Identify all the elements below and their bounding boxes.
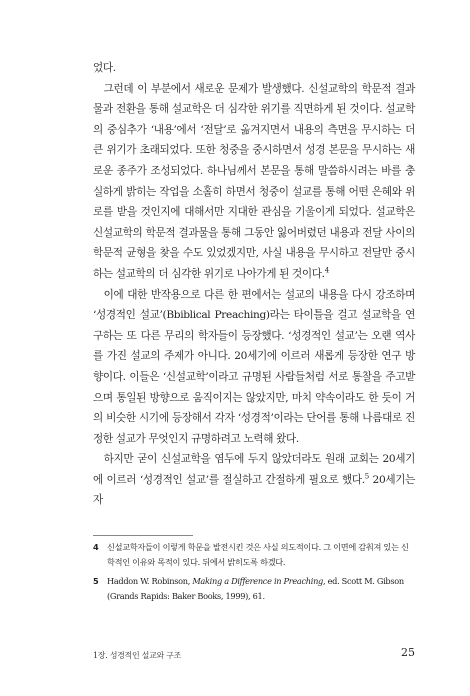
footnote-ref-4: 4 [324,266,329,275]
footnotes [93,540,415,608]
footnote-4 [93,540,415,570]
paragraph-3-text: 하지만 굳이 신설교학을 염두에 두지 않았더라도 원래 교회는 20세기에 이르러 ‘성경적인 설교’를 절실하고 간절하게 필요로 했다. [93,453,415,486]
paragraph-2: 이에 대한 반작용으로 다른 한 편에서는 설교의 내용을 다시 강조하며 ‘성경적인 설교’(Bbiblical Preaching)라는 타이틀을 걸고 설교학을 연구하는 또 다른 무리의 학자들이 등장했다. ‘성경적인 설교’는 오랜 역사를 가진 설교의 주제가 아니다. 20세기에 이르러 새롭게 등장한 연구 방향이다. 이들은 ‘신설교학’이라고 규명된 사람들처럼 서로 통찰을 주고받으며 통일된 방향으로 움직이지는 않았지만, 마치 약속이라도 한 듯이 거의 비슷한 시기에 등장해서 각자 ‘성경적’이라는 단어를 통해 나름대로 진정한 설교가 무엇인지 규명하려고 노력해 왔다. [93,288,415,445]
footnote-text-part: Haddon W. Robinson, [107,576,193,586]
footnote-number: 5 [93,576,99,586]
paragraph-3 [93,449,415,511]
footnote-text-part: , ed. Scott M. Gibson (Grands Rapids: Baker Books, 1999), 61. [107,576,404,601]
paragraph-3-tail: 20세기는 자 [93,473,415,507]
book-title: Making a Difference in Preaching [192,576,323,586]
body-text [93,58,415,511]
footnote-number: 4 [93,542,99,552]
paragraph-1-text: 그런데 이 부분에서 새로운 문제가 발생했다. 신설교학의 학문적 결과물과 전환을 통해 설교학은 더 심각한 위기를 직면하게 된 것이다. 설교학의 중심추가 ‘내용’에서 ‘전달’로 옮겨지면서 내용의 측면을 무시하는 더 큰 위기가 초래되었다. 또한 청중을 중시하면서 성경 본문을 무시하는 새로운 종주가 조성되었다. 하나님께서 본문을 통해 말씀하시려는 바를 충실하게 밝히는 작업을 소홀히 하면서 청중이 설교를 통해 어떤 은혜와 위로를 받을 것인지에 대해서만 지대한 관심을 기울이게 되었다. 설교학은 신설교학의 학문적 결과물을 통해 그동안 잃어버렸던 내용과 전달 사이의 학문적 균형을 찾을 수도 있었겠지만, 사실 내용을 무시하고 전달만 중시하는 설교학의 더 심각한 위기로 나아가게 된 것이다. [93,82,415,280]
paragraph-1 [93,79,415,285]
page-number: 25 [401,646,415,659]
footnote-5 [93,574,415,604]
paragraph-continuation: 었다. [93,62,116,74]
footnote-text: 신설교학자들이 이렇게 학문을 발전시킨 것은 사실 의도적이다. 그 이면에 감춰져 있는 신학적인 이유와 목적이 있다. 뒤에서 밝히도록 하겠다. [107,542,409,567]
footnote-ref-5: 5 [364,472,369,481]
footnote-divider [93,535,193,536]
footnote-text [107,574,415,604]
running-head: 1장. 성경적인 설교와 구조 [93,651,182,660]
